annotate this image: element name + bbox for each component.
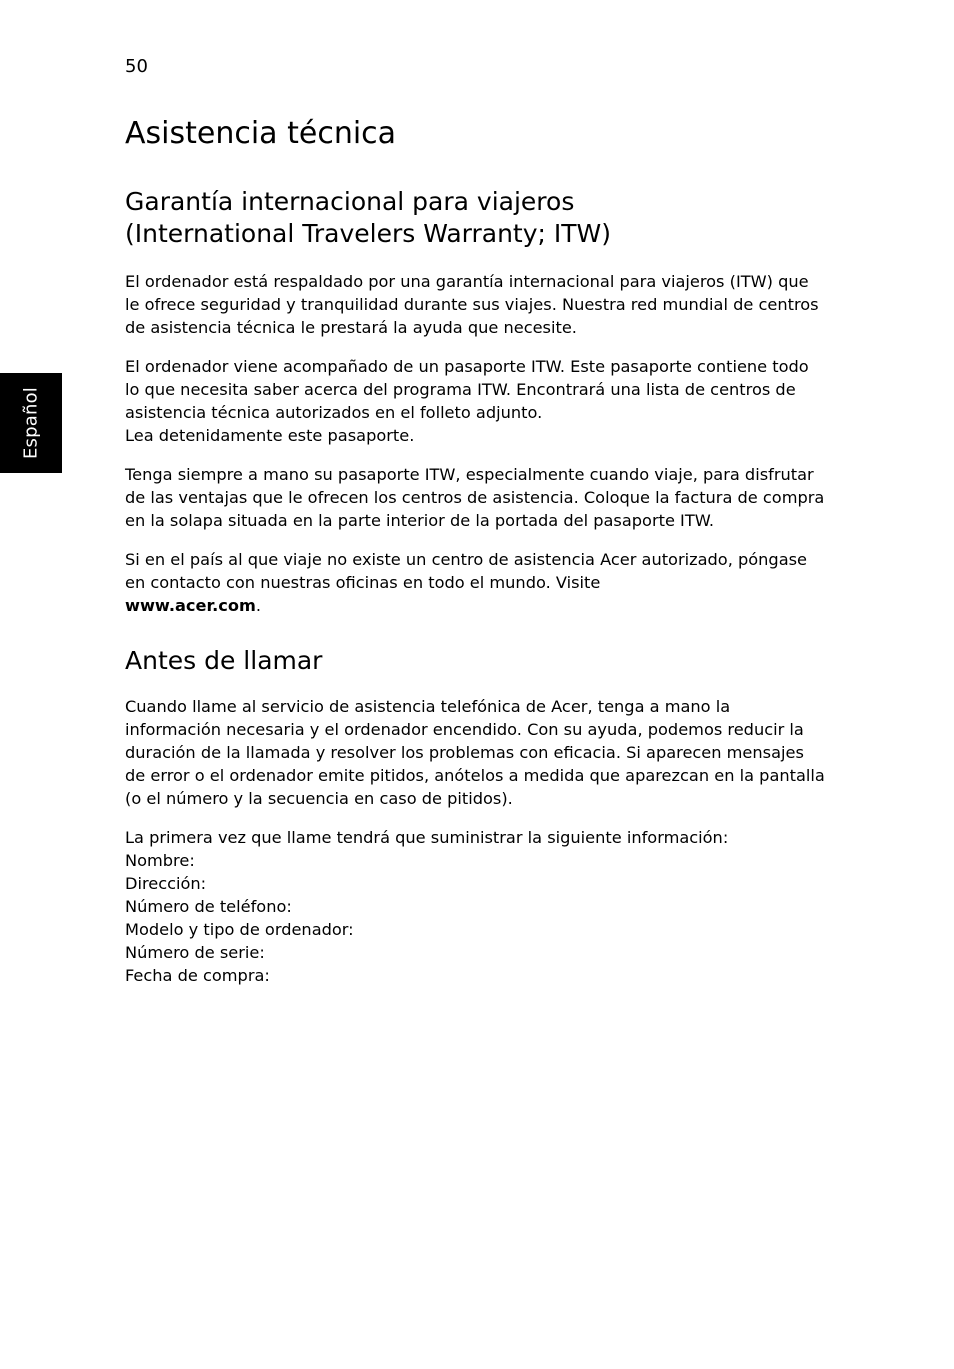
itw-paragraph-4 [125, 548, 825, 617]
info-field-address: Dirección: [125, 874, 207, 893]
itw-paragraph-4-end: . [255, 596, 262, 615]
section-heading-itw [125, 186, 825, 250]
section-heading-itw-line2: (International Travelers Warranty; ITW) [125, 219, 612, 248]
section-heading-before-calling: Antes de llamar [125, 646, 323, 675]
info-field-serial: Número de serie: [125, 943, 265, 962]
itw-paragraph-2-main: El ordenador viene acompañado de un pasaporte ITW. Este pasaporte contiene todo lo que necesita saber acerca del programa ITW. Encontrará una lista de centros de asistencia técnica autorizados en el folleto adjunto. [125, 357, 809, 422]
page-title: Asistencia técnica [125, 116, 397, 151]
info-field-name: Nombre: [125, 851, 195, 870]
language-tab-label: Español [20, 386, 42, 460]
language-tab [0, 373, 62, 473]
section-heading-itw-line1: Garantía internacional para viajeros [125, 187, 575, 216]
before-calling-paragraph-2 [125, 826, 825, 987]
before-calling-paragraph-1: Cuando llame al servicio de asistencia telefónica de Acer, tenga a mano la información necesaria y el ordenador encendido. Con su ayuda, podemos reducir la duración de la llamada y resolver los problemas con eficacia. Si aparecen mensajes de error o el ordenador emite pitidos, anótelos a medida que aparezcan en la pantalla (o el número y la secuencia en caso de pitidos). [125, 697, 825, 808]
itw-paragraph-2-line2: Lea detenidamente este pasaporte. [125, 426, 415, 445]
itw-paragraph-1: El ordenador está respaldado por una garantía internacional para viajeros (ITW) que le ofrece seguridad y tranquilidad durante sus viajes. Nuestra red mundial de centros de asistencia técnica le prestará la ayuda que necesite. [125, 272, 819, 337]
info-field-phone: Número de teléfono: [125, 897, 292, 916]
info-intro: La primera vez que llame tendrá que suministrar la siguiente información: [125, 828, 729, 847]
info-field-purchase-date: Fecha de compra: [125, 966, 270, 985]
itw-paragraph-3: Tenga siempre a mano su pasaporte ITW, especialmente cuando viaje, para disfrutar de las ventajas que le ofrecen los centros de asistencia. Coloque la factura de compra en la solapa situada en la parte interior de la portada del pasaporte ITW. [125, 465, 825, 530]
page-content [125, 112, 825, 987]
info-field-model: Modelo y tipo de ordenador: [125, 920, 354, 939]
page-number: 50 [125, 56, 148, 77]
itw-paragraph-4-text: Si en el país al que viaje no existe un centro de asistencia Acer autorizado, póngase en contacto con nuestras oficinas en todo el mundo. Visite [125, 550, 808, 592]
itw-paragraph-2 [125, 355, 825, 447]
acer-website-link[interactable]: www.acer.com [125, 596, 256, 615]
